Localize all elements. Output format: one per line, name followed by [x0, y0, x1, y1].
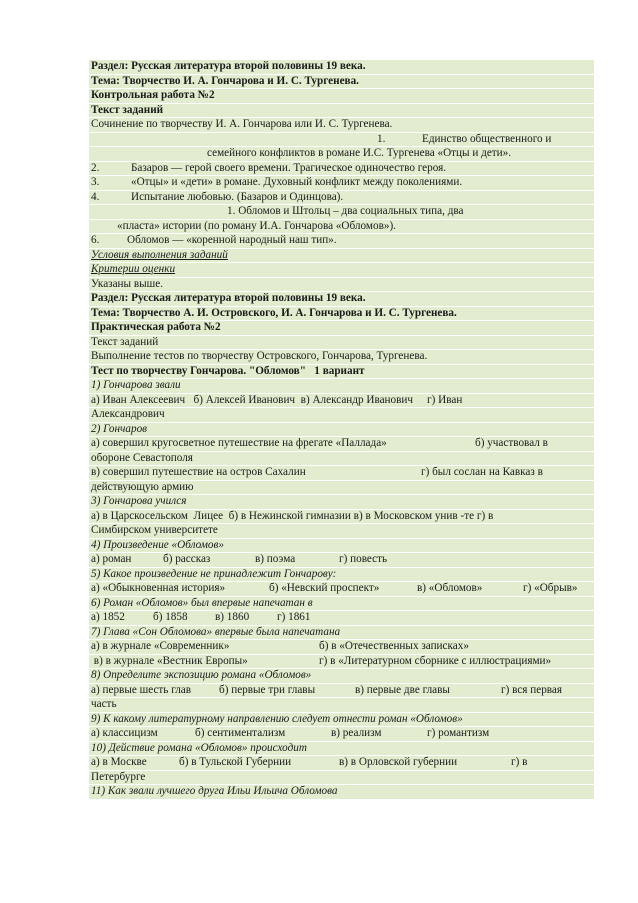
answer-line: а) Иван Алексеевич б) Алексей Иванович в) Александр Иванович г) Иван	[89, 394, 594, 409]
task-number: 6.	[91, 234, 100, 246]
answer-option: а) первые шесть глав	[91, 683, 192, 696]
answer-option: в) реализм	[331, 727, 382, 739]
question-3: 3) Гончарова учился	[89, 495, 594, 510]
answer-line	[89, 727, 594, 742]
answer-line	[89, 640, 594, 655]
question-8: 8) Определите экспозицию романа «Обломов»	[89, 669, 594, 684]
answer-line: обороне Севастополя	[89, 452, 594, 467]
answer-line	[89, 611, 594, 626]
answer-option: г) в «Литературном сборнике с иллюстрациями»	[319, 654, 552, 667]
answer-line: а) в Царскосельском Лицее б) в Нежинской гимназии в) в Московском унив -те г) в	[89, 510, 594, 525]
question-4: 4) Произведение «Обломов»	[89, 539, 594, 554]
answer-option: г) 1861	[277, 611, 311, 623]
answer-option: а) 1852	[91, 611, 125, 623]
answer-option: б) рассказ	[163, 553, 211, 565]
criteria-text: Указаны выше.	[89, 278, 594, 293]
criteria-link: Критерии оценки	[89, 263, 594, 278]
tasks-intro-2: Выполнение тестов по творчеству Островского, Гончарова, Тургенева.	[89, 350, 594, 365]
answer-line	[89, 582, 594, 597]
task-item-6	[89, 234, 594, 249]
task-item-5a: 1. Обломов и Штольц – два социальных типа, два	[89, 205, 594, 220]
answer-line	[89, 756, 594, 771]
answer-option: в) 1860	[215, 611, 250, 623]
question-5: 5) Какое произведение не принадлежит Гончарову:	[89, 568, 594, 583]
question-7: 7) Глава «Сон Обломова» впервые была напечатана	[89, 626, 594, 641]
answer-option: а) совершил кругосветное путешествие на фрегате «Паллада»	[91, 437, 387, 449]
question-1: 1) Гончарова звали	[89, 379, 594, 394]
answer-option: в) «Обломов»	[417, 582, 483, 594]
answer-option: г) в	[511, 756, 528, 768]
task-item-5b: «пласта» истории (по роману И.А. Гончарова «Обломов»).	[89, 220, 594, 235]
task-text: Единство общественного и	[422, 132, 552, 145]
answer-option: в) первые две главы	[355, 683, 450, 696]
answer-line: часть	[89, 698, 594, 713]
answer-option: б) сентиментализм	[195, 727, 286, 739]
answer-option: б) 1858	[153, 611, 188, 623]
question-6: 6) Роман «Обломов» был впервые напечатан в	[89, 597, 594, 612]
section-heading-2: Раздел: Русская литература второй половины 19 века.	[89, 292, 594, 307]
document-page	[89, 60, 594, 800]
answer-option: б) «Невский проспект»	[269, 582, 380, 594]
work-title-2: Практическая работа №2	[89, 321, 594, 336]
answer-line: Петербурге	[89, 771, 594, 786]
answer-line	[89, 553, 594, 568]
task-item-2	[89, 162, 594, 177]
task-item-3	[89, 176, 594, 191]
task-number: 3.	[91, 176, 100, 188]
task-number: 4.	[91, 190, 100, 203]
answer-line	[89, 684, 594, 699]
answer-option: г) повесть	[339, 553, 388, 565]
answer-option: б) в «Отечественных записках»	[319, 640, 469, 652]
answer-line	[89, 655, 594, 670]
answer-line: Александрович	[89, 408, 594, 423]
question-2: 2) Гончаров	[89, 423, 594, 438]
answer-line	[89, 437, 594, 452]
section-heading: Раздел: Русская литература второй половины 19 века.	[89, 60, 594, 75]
conditions-link: Условия выполнения заданий	[89, 249, 594, 264]
topic-heading: Тема: Творчество И. А. Гончарова и И. С. Тургенева.	[89, 75, 594, 90]
task-item-1a	[89, 133, 594, 148]
answer-option: а) в Москве	[91, 756, 147, 768]
answer-option: в) поэма	[255, 553, 296, 565]
answer-option: в) в журнале «Вестник Европы»	[91, 654, 248, 667]
question-11: 11) Как звали лучшего друга Ильи Ильича Обломова	[89, 785, 594, 800]
work-title: Контрольная работа №2	[89, 89, 594, 104]
answer-option: а) роман	[91, 553, 132, 565]
tasks-heading-2: Текст заданий	[89, 336, 594, 351]
task-number: 2.	[91, 161, 100, 174]
task-text: Базаров — герой своего времени. Трагическое одиночество героя.	[131, 161, 447, 174]
answer-option: г) вся первая	[501, 683, 563, 696]
task-text: Обломов — «коренной народный наш тип».	[127, 234, 337, 246]
task-text: Испытание любовью. (Базаров и Одинцова).	[131, 190, 344, 203]
answer-line: действующую армию	[89, 481, 594, 496]
answer-option: а) в журнале «Современник»	[91, 640, 230, 652]
question-9: 9) К какому литературному направлению следует отнести роман «Обломов»	[89, 713, 594, 728]
task-item-1b: семейного конфликтов в романе И.С. Тургенева «Отцы и дети».	[89, 147, 594, 162]
answer-option: б) первые три главы	[219, 683, 316, 696]
answer-option: б) в Тульской Губернии	[179, 756, 292, 768]
task-text: «Отцы» и «дети» в романе. Духовный конфликт между поколениями.	[131, 176, 463, 188]
tasks-intro: Сочинение по творчеству И. А. Гончарова или И. С. Тургенева.	[89, 118, 594, 133]
topic-heading-2: Тема: Творчество А. И. Островского, И. А. Гончарова и И. С. Тургенева.	[89, 307, 594, 322]
answer-option: г) «Обрыв»	[523, 582, 578, 594]
answer-option: г) был сослан на Кавказ в	[421, 466, 543, 478]
answer-option: а) «Обыкновенная история»	[91, 582, 226, 594]
task-item-4	[89, 191, 594, 206]
answer-line: Симбирском университете	[89, 524, 594, 539]
answer-option: г) романтизм	[427, 727, 490, 739]
answer-option: в) совершил путешествие на остров Сахалин	[91, 466, 306, 478]
task-number: 1.	[377, 132, 386, 145]
test-title: Тест по творчеству Гончарова. "Обломов" 1 вариант	[89, 365, 594, 380]
question-10: 10) Действие романа «Обломов» происходит	[89, 742, 594, 757]
tasks-heading: Текст заданий	[89, 104, 594, 119]
answer-option: а) классицизм	[91, 727, 158, 739]
answer-option: в) в Орловской губернии	[339, 756, 458, 768]
answer-line	[89, 466, 594, 481]
answer-option: б) участвовал в	[475, 437, 548, 449]
